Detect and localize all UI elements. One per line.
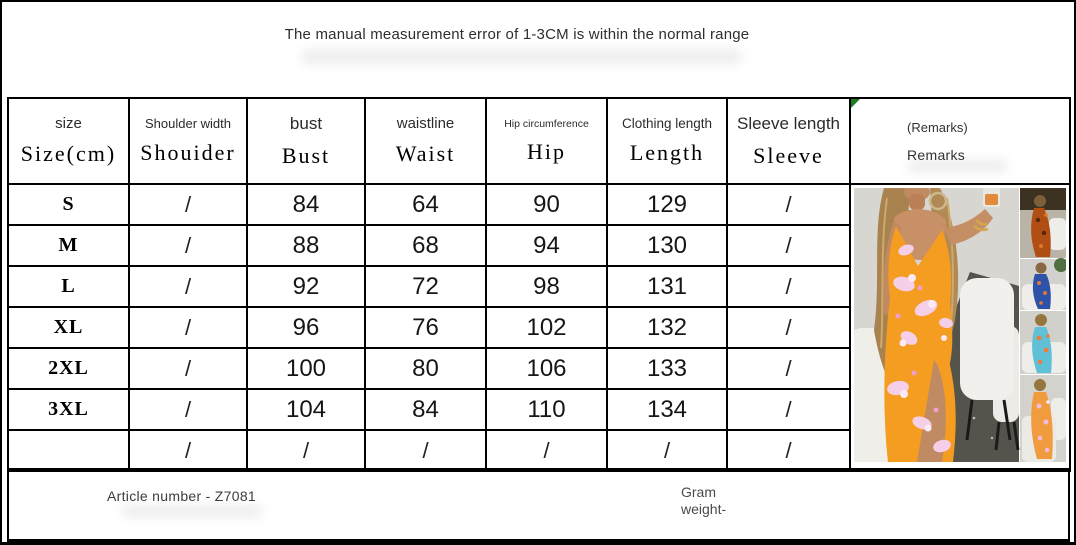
- shoulder-cell: /: [129, 389, 247, 430]
- hip-cell: /: [486, 430, 607, 471]
- bust-cell: 84: [247, 184, 365, 225]
- shoulder-cell: /: [129, 430, 247, 471]
- size-cell: [8, 430, 129, 471]
- header-label-en: (Remarks): [907, 119, 968, 135]
- column-header-remarks: [850, 98, 1070, 184]
- column-header-size: [8, 98, 129, 184]
- shoulder-cell: /: [129, 307, 247, 348]
- column-header-length: [607, 98, 727, 184]
- bust-cell: 104: [247, 389, 365, 430]
- header-label-en: size: [55, 115, 82, 132]
- hip-cell: 98: [486, 266, 607, 307]
- shoulder-cell: /: [129, 225, 247, 266]
- product-photo: [854, 188, 1066, 462]
- header-label: Size(cm): [20, 141, 117, 166]
- waist-cell: /: [365, 430, 486, 471]
- size-cell: L: [8, 266, 129, 307]
- waist-cell: 68: [365, 225, 486, 266]
- waist-cell: 64: [365, 184, 486, 225]
- header-label-en: Sleeve length: [736, 113, 841, 133]
- length-cell: 134: [607, 389, 727, 430]
- length-cell: 131: [607, 266, 727, 307]
- sleeve-cell: /: [727, 225, 850, 266]
- header-label-en: waistline: [396, 115, 455, 132]
- waist-cell: 84: [365, 389, 486, 430]
- hip-cell: 106: [486, 348, 607, 389]
- shoulder-cell: /: [129, 184, 247, 225]
- waist-cell: 76: [365, 307, 486, 348]
- shoulder-cell: /: [129, 266, 247, 307]
- sleeve-cell: /: [727, 430, 850, 471]
- watermark-smudge: [302, 49, 742, 65]
- header-label: Hip: [527, 138, 566, 164]
- sleeve-cell: /: [727, 266, 850, 307]
- header-label: Remarks: [907, 146, 966, 163]
- length-cell: 129: [607, 184, 727, 225]
- article-number: Article number - Z7081: [107, 488, 256, 504]
- bust-cell: /: [247, 430, 365, 471]
- bust-cell: 100: [247, 348, 365, 389]
- column-header-bust: [247, 98, 365, 184]
- header-label-en: bust: [289, 113, 323, 133]
- gram-weight: [681, 484, 726, 518]
- variant-thumbnail-teal: [1020, 311, 1066, 374]
- variant-thumbnail-orange-pink: [1020, 375, 1066, 462]
- column-header-hip: [486, 98, 607, 184]
- size-table: [7, 97, 1071, 472]
- gram-weight-line1: Gram: [681, 484, 716, 500]
- header-label-en: Hip circumference: [504, 117, 589, 130]
- drink-glass: [985, 194, 998, 205]
- sleeve-cell: /: [727, 184, 850, 225]
- shoulder-cell: /: [129, 348, 247, 389]
- length-cell: /: [607, 430, 727, 471]
- product-photo-cell: [850, 184, 1070, 471]
- variant-thumbnail-blue: [1020, 258, 1066, 310]
- waist-cell: 80: [365, 348, 486, 389]
- bust-cell: 96: [247, 307, 365, 348]
- footer-box: [7, 468, 1070, 542]
- header-label-en: Shoulder width: [145, 116, 231, 131]
- size-cell: 2XL: [8, 348, 129, 389]
- header-row: [8, 98, 1070, 184]
- size-cell: 3XL: [8, 389, 129, 430]
- hip-cell: 110: [486, 389, 607, 430]
- gram-weight-line2: weight-: [681, 501, 727, 517]
- main-photo-orange-dress: [854, 188, 1019, 462]
- bust-cell: 92: [247, 266, 365, 307]
- hip-cell: 94: [486, 225, 607, 266]
- size-cell: S: [8, 184, 129, 225]
- header-label: Waist: [395, 141, 456, 166]
- column-header-waist: [365, 98, 486, 184]
- waist-cell: 72: [365, 266, 486, 307]
- hip-cell: 90: [486, 184, 607, 225]
- hip-cell: 102: [486, 307, 607, 348]
- table-row-s: [8, 184, 1070, 225]
- column-header-shoulder: [129, 98, 247, 184]
- header-label: Length: [629, 140, 705, 165]
- comment-marker-icon: [851, 99, 860, 108]
- header-label-en: Clothing length: [621, 116, 713, 131]
- column-header-sleeve: [727, 98, 850, 184]
- bust-cell: 88: [247, 225, 365, 266]
- length-cell: 133: [607, 348, 727, 389]
- measurement-note: The manual measurement error of 1-3CM is within the normal range: [284, 26, 750, 43]
- header-label: Bust: [281, 142, 331, 168]
- size-cell: M: [8, 225, 129, 266]
- length-cell: 132: [607, 307, 727, 348]
- sleeve-cell: /: [727, 307, 850, 348]
- header-label: Sleeve: [753, 142, 824, 168]
- variant-thumbnail-dark-orange: [1020, 188, 1066, 258]
- length-cell: 130: [607, 225, 727, 266]
- sleeve-cell: /: [727, 348, 850, 389]
- size-cell: XL: [8, 307, 129, 348]
- header-label: Shouider: [140, 140, 236, 165]
- sleeve-cell: /: [727, 389, 850, 430]
